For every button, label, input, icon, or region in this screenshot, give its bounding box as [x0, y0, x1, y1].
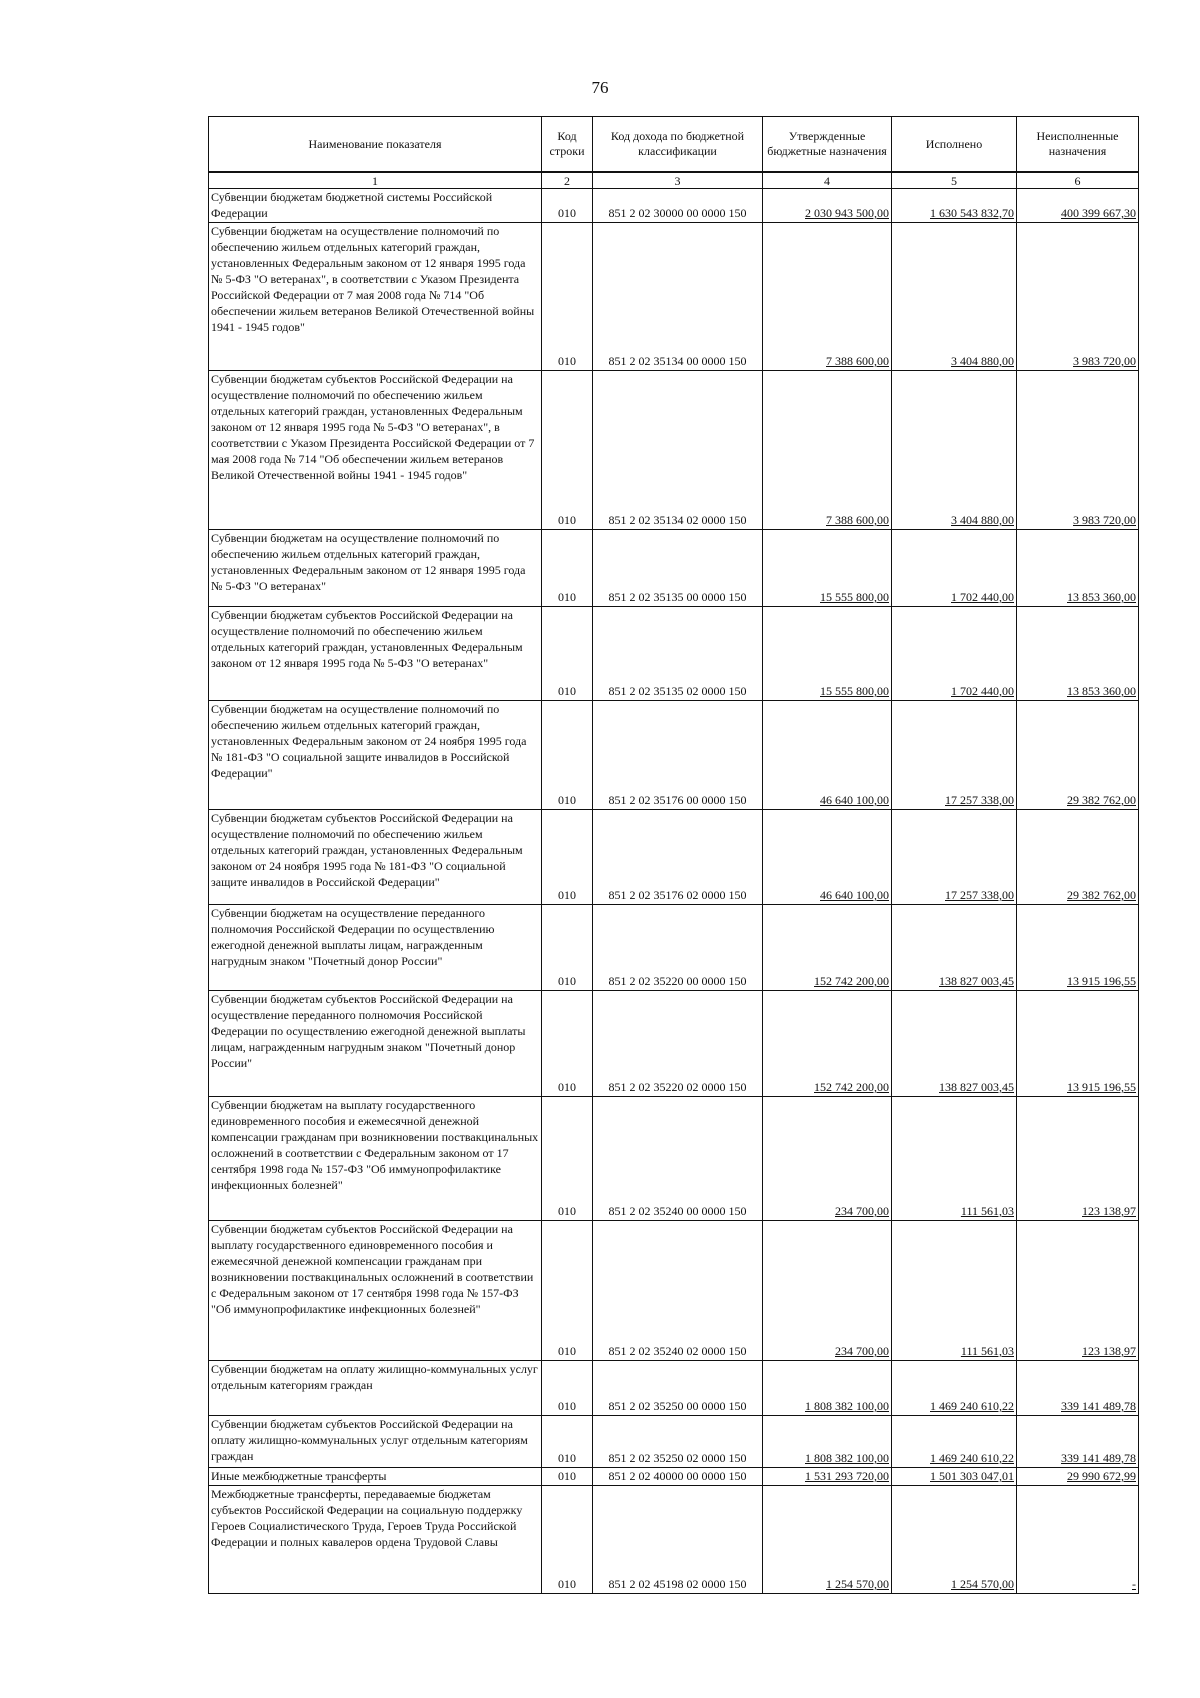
unexecuted-amount: 3 983 720,00: [1017, 371, 1139, 530]
header-income-code: Код дохода по бюджетной классификации: [593, 117, 763, 173]
approved-amount: 152 742 200,00: [763, 905, 892, 991]
column-number: 4: [763, 172, 892, 189]
line-code: 010: [542, 1416, 593, 1468]
indicator-name: Субвенции бюджетам субъектов Российской Федерации на оплату жилищно-коммунальных услуг отдельным категориям граждан: [209, 1416, 542, 1468]
table-row: [209, 1486, 1139, 1594]
approved-amount: 234 700,00: [763, 1221, 892, 1361]
executed-amount: 138 827 003,45: [892, 905, 1017, 991]
executed-amount: 1 254 570,00: [892, 1486, 1017, 1594]
unexecuted-amount: 13 853 360,00: [1017, 607, 1139, 701]
column-number-row: [209, 172, 1139, 189]
income-code: 851 2 02 35176 00 0000 150: [593, 701, 763, 810]
header-line-code: Код строки: [542, 117, 593, 173]
budget-execution-table: [208, 116, 1139, 1594]
table-row: [209, 223, 1139, 371]
table-row: [209, 607, 1139, 701]
income-code: 851 2 02 35250 02 0000 150: [593, 1416, 763, 1468]
unexecuted-amount: 400 399 667,30: [1017, 189, 1139, 223]
approved-amount: 2 030 943 500,00: [763, 189, 892, 223]
table-row: [209, 1097, 1139, 1221]
table-row: [209, 701, 1139, 810]
executed-amount: 111 561,03: [892, 1221, 1017, 1361]
indicator-name: Субвенции бюджетам субъектов Российской Федерации на осуществление переданного полномочия Российской Федерации по осуществлению ежегодной денежной выплаты лицам, награжденным нагрудным знаком "Почетный донор России": [209, 991, 542, 1097]
line-code: 010: [542, 371, 593, 530]
executed-amount: 1 630 543 832,70: [892, 189, 1017, 223]
executed-amount: 1 501 303 047,01: [892, 1468, 1017, 1486]
approved-amount: 46 640 100,00: [763, 810, 892, 905]
income-code: 851 2 02 35220 02 0000 150: [593, 991, 763, 1097]
line-code: 010: [542, 1221, 593, 1361]
line-code: 010: [542, 1468, 593, 1486]
indicator-name: Субвенции бюджетам на осуществление полномочий по обеспечению жильем отдельных категорий граждан, установленных Федеральным законом от 12 января 1995 года № 5-ФЗ "О ветеранах", в соответствии с Указом Президента Российской Федерации от 7 мая 2008 года № 714 "Об обеспечении жильем ветеранов Великой Отечественной войны 1941 - 1945 годов": [209, 223, 542, 371]
approved-amount: 15 555 800,00: [763, 607, 892, 701]
table-row: [209, 991, 1139, 1097]
indicator-name: Субвенции бюджетам субъектов Российской Федерации на осуществление полномочий по обеспечению жильем отдельных категорий граждан, установленных Федеральным законом от 24 ноября 1995 года № 181-ФЗ "О социальной защите инвалидов в Российской Федерации": [209, 810, 542, 905]
indicator-name: Субвенции бюджетам субъектов Российской Федерации на осуществление полномочий по обеспечению жильем отдельных категорий граждан, установленных Федеральным законом от 12 января 1995 года № 5-ФЗ "О ветеранах": [209, 607, 542, 701]
indicator-name: Субвенции бюджетам на выплату государственного единовременного пособия и ежемесячной денежной компенсации гражданам при возникновении поствакцинальных осложнений в соответствии с Федеральным законом от 17 сентября 1998 года № 157-ФЗ "Об иммунопрофилактике инфекционных болезней": [209, 1097, 542, 1221]
table-row: [209, 371, 1139, 530]
unexecuted-amount: 29 990 672,99: [1017, 1468, 1139, 1486]
executed-amount: 17 257 338,00: [892, 810, 1017, 905]
line-code: 010: [542, 701, 593, 810]
income-code: 851 2 02 30000 00 0000 150: [593, 189, 763, 223]
executed-amount: 111 561,03: [892, 1097, 1017, 1221]
approved-amount: 1 808 382 100,00: [763, 1361, 892, 1416]
line-code: 010: [542, 810, 593, 905]
line-code: 010: [542, 530, 593, 607]
line-code: 010: [542, 991, 593, 1097]
executed-amount: 3 404 880,00: [892, 223, 1017, 371]
indicator-name: Межбюджетные трансферты, передаваемые бюджетам субъектов Российской Федерации на социальную поддержку Героев Социалистического Труда, Героев Труда Российской Федерации и полных кавалеров ордена Трудовой Славы: [209, 1486, 542, 1594]
table-header-row: [209, 117, 1139, 173]
income-code: 851 2 02 35240 02 0000 150: [593, 1221, 763, 1361]
unexecuted-amount: 29 382 762,00: [1017, 701, 1139, 810]
table-row: [209, 905, 1139, 991]
column-number: 1: [209, 172, 542, 189]
approved-amount: 7 388 600,00: [763, 371, 892, 530]
executed-amount: 1 702 440,00: [892, 530, 1017, 607]
line-code: 010: [542, 223, 593, 371]
header-indicator-name: Наименование показателя: [209, 117, 542, 173]
column-number: 2: [542, 172, 593, 189]
unexecuted-amount: 13 853 360,00: [1017, 530, 1139, 607]
approved-amount: 152 742 200,00: [763, 991, 892, 1097]
income-code: 851 2 02 45198 02 0000 150: [593, 1486, 763, 1594]
approved-amount: 15 555 800,00: [763, 530, 892, 607]
unexecuted-amount: 13 915 196,55: [1017, 905, 1139, 991]
column-number: 6: [1017, 172, 1139, 189]
unexecuted-amount: 123 138,97: [1017, 1221, 1139, 1361]
table-row: [209, 810, 1139, 905]
income-code: 851 2 02 35176 02 0000 150: [593, 810, 763, 905]
unexecuted-amount: 339 141 489,78: [1017, 1361, 1139, 1416]
column-number: 5: [892, 172, 1017, 189]
approved-amount: 46 640 100,00: [763, 701, 892, 810]
header-executed: Исполнено: [892, 117, 1017, 173]
indicator-name: Субвенции бюджетам на оплату жилищно-коммунальных услуг отдельным категориям граждан: [209, 1361, 542, 1416]
income-code: 851 2 02 35135 00 0000 150: [593, 530, 763, 607]
line-code: 010: [542, 905, 593, 991]
income-code: 851 2 02 35240 00 0000 150: [593, 1097, 763, 1221]
unexecuted-amount: 13 915 196,55: [1017, 991, 1139, 1097]
indicator-name: Субвенции бюджетам субъектов Российской Федерации на выплату государственного единовременного пособия и ежемесячной денежной компенсации гражданам при возникновении поствакцинальных осложнений в соответствии с Федеральным законом от 17 сентября 1998 года № 157-ФЗ "Об иммунопрофилактике инфекционных болезней": [209, 1221, 542, 1361]
approved-amount: 1 808 382 100,00: [763, 1416, 892, 1468]
approved-amount: 7 388 600,00: [763, 223, 892, 371]
unexecuted-amount: 123 138,97: [1017, 1097, 1139, 1221]
header-unexecuted: Неисполненные назначения: [1017, 117, 1139, 173]
approved-amount: 1 254 570,00: [763, 1486, 892, 1594]
unexecuted-amount: 3 983 720,00: [1017, 223, 1139, 371]
income-code: 851 2 02 35134 02 0000 150: [593, 371, 763, 530]
unexecuted-amount: 339 141 489,78: [1017, 1416, 1139, 1468]
approved-amount: 234 700,00: [763, 1097, 892, 1221]
line-code: 010: [542, 189, 593, 223]
executed-amount: 1 702 440,00: [892, 607, 1017, 701]
indicator-name: Субвенции бюджетам бюджетной системы Российской Федерации: [209, 189, 542, 223]
table-row: [209, 530, 1139, 607]
line-code: 010: [542, 1361, 593, 1416]
income-code: 851 2 02 40000 00 0000 150: [593, 1468, 763, 1486]
page-number: 76: [591, 78, 609, 97]
income-code: 851 2 02 35135 02 0000 150: [593, 607, 763, 701]
executed-amount: 3 404 880,00: [892, 371, 1017, 530]
income-code: 851 2 02 35220 00 0000 150: [593, 905, 763, 991]
header-approved: Утвержденные бюджетные назначения: [763, 117, 892, 173]
indicator-name: Субвенции бюджетам субъектов Российской Федерации на осуществление полномочий по обеспечению жильем отдельных категорий граждан, установленных Федеральным законом от 12 января 1995 года № 5-ФЗ "О ветеранах", в соответствии с Указом Президента Российской Федерации от 7 мая 2008 года № 714 "Об обеспечении жильем ветеранов Великой Отечественной войны 1941 - 1945 годов": [209, 371, 542, 530]
unexecuted-amount: 29 382 762,00: [1017, 810, 1139, 905]
indicator-name: Субвенции бюджетам на осуществление переданного полномочия Российской Федерации по осуществлению ежегодной денежной выплаты лицам, награжденным нагрудным знаком "Почетный донор России": [209, 905, 542, 991]
indicator-name: Субвенции бюджетам на осуществление полномочий по обеспечению жильем отдельных категорий граждан, установленных Федеральным законом от 24 ноября 1995 года № 181-ФЗ "О социальной защите инвалидов в Российской Федерации": [209, 701, 542, 810]
executed-amount: 1 469 240 610,22: [892, 1361, 1017, 1416]
indicator-name: Субвенции бюджетам на осуществление полномочий по обеспечению жильем отдельных категорий граждан, установленных Федеральным законом от 12 января 1995 года № 5-ФЗ "О ветеранах": [209, 530, 542, 607]
line-code: 010: [542, 607, 593, 701]
income-code: 851 2 02 35250 00 0000 150: [593, 1361, 763, 1416]
line-code: 010: [542, 1486, 593, 1594]
unexecuted-amount: -: [1017, 1486, 1139, 1594]
income-code: 851 2 02 35134 00 0000 150: [593, 223, 763, 371]
table-row: [209, 1221, 1139, 1361]
executed-amount: 17 257 338,00: [892, 701, 1017, 810]
indicator-name: Иные межбюджетные трансферты: [209, 1468, 542, 1486]
executed-amount: 1 469 240 610,22: [892, 1416, 1017, 1468]
line-code: 010: [542, 1097, 593, 1221]
approved-amount: 1 531 293 720,00: [763, 1468, 892, 1486]
table-row: [209, 1468, 1139, 1486]
column-number: 3: [593, 172, 763, 189]
table-row: [209, 1416, 1139, 1468]
table-row: [209, 189, 1139, 223]
executed-amount: 138 827 003,45: [892, 991, 1017, 1097]
table-row: [209, 1361, 1139, 1416]
